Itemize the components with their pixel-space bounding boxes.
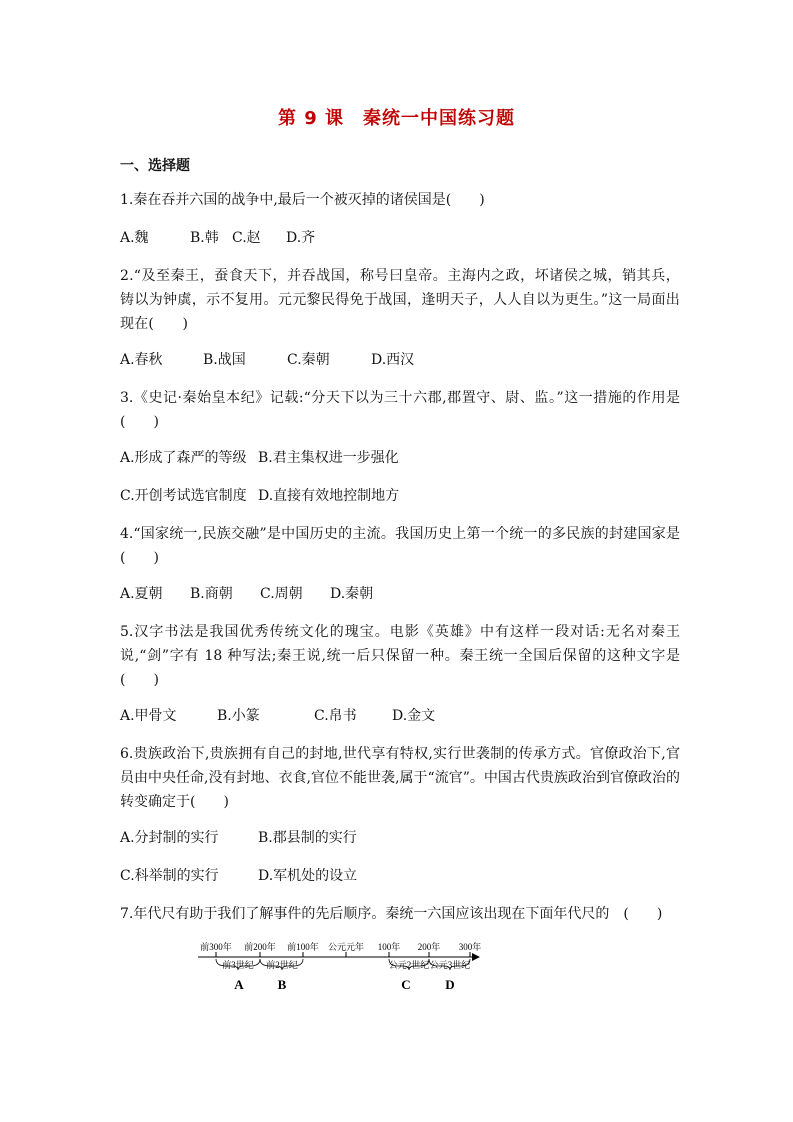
q6-option-b: B.郡县制的实行: [258, 830, 357, 846]
tick-label: 前300年: [200, 942, 232, 952]
period-letter-d: D: [445, 977, 455, 992]
q4-option-a: A.夏朝: [120, 586, 163, 602]
tick-label: 300年: [458, 942, 482, 952]
q4-option-c: C.周朝: [260, 586, 303, 602]
question-1-stem: 1.秦在吞并六国的战争中,最后一个被灭掉的诸侯国是( ): [120, 192, 485, 208]
period-label: 公元3世纪: [429, 960, 471, 970]
q2-option-a: A.春秋: [120, 352, 163, 368]
q2-option-c: C.秦朝: [287, 352, 330, 368]
q1-option-b: B.韩: [190, 230, 219, 246]
period-label: 公元2世纪: [388, 960, 430, 970]
q3-option-c: C.开创考试选官制度: [120, 488, 247, 504]
q6-option-c: C.科举制的实行: [120, 868, 219, 884]
q1-option-d: D.齐: [286, 230, 316, 246]
q5-option-c: C.帛书: [314, 708, 357, 724]
period-label: 前3世纪: [222, 960, 254, 970]
period-label: 前2世纪: [266, 960, 298, 970]
period-letter-b: B: [277, 977, 287, 992]
page-title: 第 9 课 秦统一中国练习题: [277, 108, 516, 129]
timeline-arrow: [472, 953, 480, 961]
tick-label: 前200年: [244, 942, 276, 952]
question-2-stem: 2.“及至秦王，蚕食天下，并吞战国，称号曰皇帝。主海内之政，坏诸侯之城，销其兵，铸以为钟虡，示不复用。元元黎民得免于战国，逢明天子，人人自以为更生。”这一局面出现在( ): [120, 268, 680, 332]
q1-option-a: A.魏: [120, 230, 149, 246]
tick-label: 100年: [377, 942, 401, 952]
question-5-stem: 5.汉字书法是我国优秀传统文化的瑰宝。电影《英雄》中有这样一段对话:无名对秦王说,“剑”字有 18 种写法;秦王说,统一后只保留一种。秦王统一全国后保留的这种文字是( ): [120, 624, 680, 688]
period-letter-c: C: [401, 977, 411, 992]
q3-option-a: A.形成了森严的等级: [120, 450, 247, 466]
question-4-stem: 4.“国家统一,民族交融”是中国历史的主流。我国历史上第一个统一的多民族的封建国家是 ( ): [120, 526, 694, 566]
tick-label: 200年: [417, 942, 441, 952]
q2-option-d: D.西汉: [371, 352, 415, 368]
q5-option-b: B.小篆: [217, 708, 260, 724]
question-3-stem: 3.《史记·秦始皇本纪》记载:“分天下以为三十六郡,郡置守、尉、监。”这一措施的作用是 ( ): [120, 390, 694, 430]
question-6-stem: 6.贵族政治下,贵族拥有自己的封地,世代享有特权,实行世袭制的传承方式。官僚政治下,官员由中央任命,没有封地、衣食,官位不能世袭,属于“流官”。中国古代贵族政治到官僚政治的转变确定于( ): [120, 746, 680, 810]
tick-label: 前100年: [287, 942, 319, 952]
q3-option-b: B.君主集权进一步强化: [258, 450, 399, 466]
section-heading: 一、选择题: [120, 158, 190, 174]
timeline-tick-marks: [216, 952, 470, 957]
q2-option-b: B.战国: [203, 352, 246, 368]
timeline-ruler: [192, 939, 492, 999]
q4-option-b: B.商朝: [190, 586, 233, 602]
q5-option-a: A.甲骨文: [120, 708, 177, 724]
q4-option-d: D.秦朝: [330, 586, 374, 602]
period-letter-a: A: [234, 977, 244, 992]
q5-option-d: D.金文: [392, 708, 436, 724]
q6-option-d: D.军机处的设立: [258, 868, 358, 884]
q3-option-d: D.直接有效地控制地方: [258, 488, 400, 504]
tick-label: 公元元年: [327, 942, 365, 952]
q1-option-c: C.赵: [232, 230, 261, 246]
question-7-stem: 7.年代尺有助于我们了解事件的先后顺序。秦统一六国应该出现在下面年代尺的 ( ): [120, 906, 663, 922]
q6-option-a: A.分封制的实行: [120, 830, 219, 846]
